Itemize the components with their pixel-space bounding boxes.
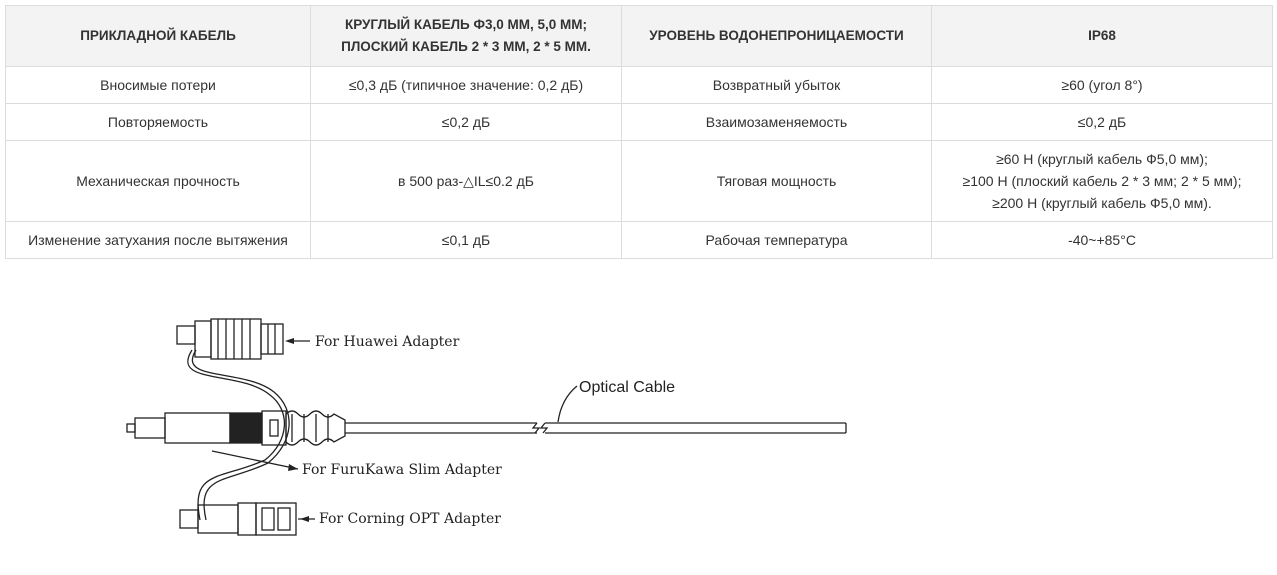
table-cell: Вносимые потери	[6, 67, 311, 104]
label-optical-cable: Optical Cable	[579, 379, 676, 396]
label-corning: For Corning OPT Adapter	[319, 511, 501, 527]
table-cell: ≤0,2 дБ	[311, 104, 622, 141]
table-cell: ≤0,3 дБ (типичное значение: 0,2 дБ)	[311, 67, 622, 104]
table-cell: ≤0,1 дБ	[311, 222, 622, 259]
header-cell: IP68	[932, 6, 1273, 67]
cable-diagram	[0, 290, 1277, 575]
spec-table	[5, 5, 1273, 259]
header-line: КРУГЛЫЙ КАБЕЛЬ Ф3,0 ММ, 5,0 ММ;	[344, 17, 588, 32]
leader-line	[212, 451, 298, 469]
table-cell: Возвратный убыток	[622, 67, 932, 104]
table-row	[6, 104, 1273, 141]
label-furukawa: For FuruKawa Slim Adapter	[302, 462, 502, 478]
table-cell: -40~+85°C	[932, 222, 1273, 259]
pull-force-line: ≥60 Н (круглый кабель Ф5,0 мм);	[996, 151, 1208, 167]
furukawa-connector	[127, 411, 345, 445]
table-cell: Тяговая мощность	[622, 141, 932, 222]
pull-force-line: ≥200 Н (круглый кабель Ф5,0 мм).	[992, 195, 1212, 211]
arrow-icon	[285, 338, 294, 344]
table-cell: Повторяемость	[6, 104, 311, 141]
table-cell: в 500 раз-△IL≤0.2 дБ	[311, 141, 622, 222]
table-cell: ≥60 (угол 8°)	[932, 67, 1273, 104]
table-cell: Взаимозаменяемость	[622, 104, 932, 141]
arrow-icon	[300, 516, 309, 522]
table-cell: Изменение затухания после вытяжения	[6, 222, 311, 259]
table-cell: Механическая прочность	[6, 141, 311, 222]
header-cell: ПРИКЛАДНОЙ КАБЕЛЬ	[6, 6, 311, 67]
huawei-cap	[177, 319, 283, 359]
optical-cable	[345, 423, 846, 433]
table-row	[6, 222, 1273, 259]
table-row	[6, 141, 1273, 222]
leader-line	[558, 386, 577, 422]
table-cell: ≤0,2 дБ	[932, 104, 1273, 141]
corning-cap	[180, 503, 296, 535]
table-row	[6, 67, 1273, 104]
table-header-row	[6, 6, 1273, 67]
label-huawei: For Huawei Adapter	[315, 334, 460, 350]
header-line: ПЛОСКИЙ КАБЕЛЬ 2 * 3 ММ, 2 * 5 ММ.	[341, 39, 591, 54]
header-cell	[311, 6, 622, 67]
header-cell: УРОВЕНЬ ВОДОНЕПРОНИЦАЕМОСТИ	[622, 6, 932, 67]
table-cell: Рабочая температура	[622, 222, 932, 259]
pull-force-cell	[932, 141, 1273, 222]
pull-force-line: ≥100 Н (плоский кабель 2 * 3 мм; 2 * 5 мм);	[962, 173, 1242, 189]
arrow-icon	[288, 464, 298, 471]
